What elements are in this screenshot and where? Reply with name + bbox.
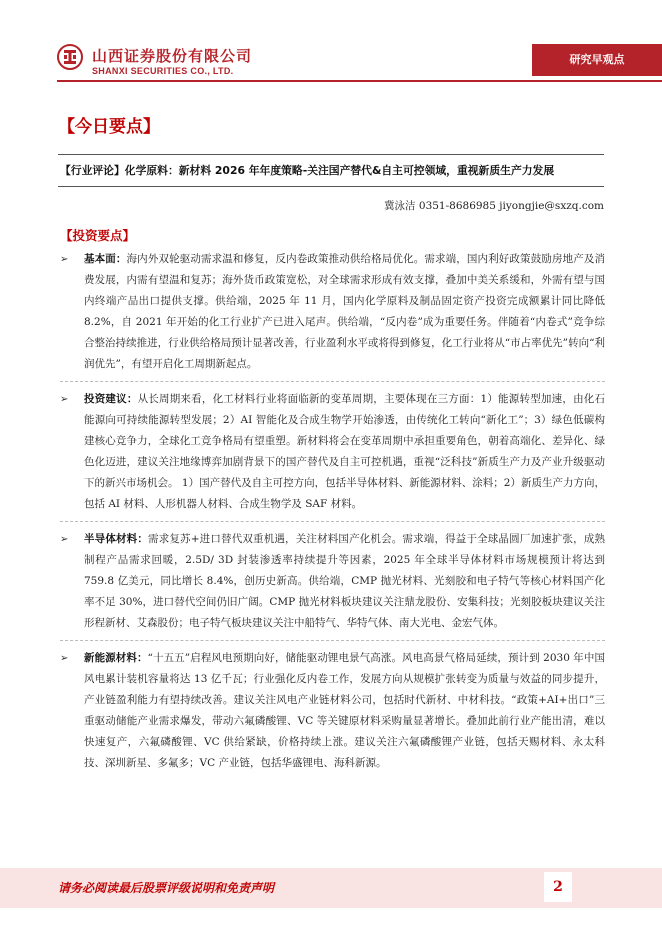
arrow-bullet-icon: ➢ xyxy=(60,394,69,405)
article-title: 【行业评论】化学原料：新材料 2026 年年度策略-关注国产替代&自主可控领域，重视新质生产力发展 xyxy=(60,164,555,177)
author-contact: 冀泳洁 0351-8686985 jiyongjie@sxzq.com xyxy=(384,200,604,212)
page-number: 2 xyxy=(544,872,572,902)
point-lead: 新能源材料： xyxy=(84,652,148,664)
header-divider xyxy=(57,80,662,82)
point-fundamentals xyxy=(60,249,605,375)
point-semiconductor-materials xyxy=(60,529,605,634)
point-new-energy-materials xyxy=(60,648,605,774)
point-divider xyxy=(60,521,605,523)
report-type-badge: 研究早观点 xyxy=(532,44,662,76)
company-name-cn: 山西证券股份有限公司 xyxy=(92,47,253,65)
arrow-bullet-icon: ➢ xyxy=(60,653,69,664)
footer-disclaimer: 请务必阅读最后股票评级说明和免责声明 xyxy=(58,881,275,895)
title-bottom-rule xyxy=(58,186,604,187)
point-lead: 基本面： xyxy=(84,253,127,265)
company-logo-icon xyxy=(57,44,83,70)
point-text: 需求复苏+进口替代双重机遇，关注材料国产化机会。需求端，得益于全球晶圆厂加速扩张，成熟制程产品需求回暖，2.5D/ 3D 封装渗透率持续提升等因素，2025 年全球半导体材料市场规模预计将达到 759.8 亿美元，同比增长 8.4%，创历史新高。供给端，CMP 抛光材料、光刻胶和电子特气等核心材料国产化率不足 30%，进口替代空间仍旧广阔。CMP 抛光材料板块建议关注鼎龙股份、安集科技；光刻胶板块建议关注形程新材、艾森股份；电子特气板块建议关注中船特气、华特气体、南大光电、金宏气体。 xyxy=(84,533,606,629)
investment-points-list xyxy=(60,249,605,774)
point-investment-advice xyxy=(60,389,605,515)
investment-points-heading: 【投资要点】 xyxy=(60,228,136,243)
point-lead: 投资建议： xyxy=(84,393,138,405)
point-divider xyxy=(60,640,605,642)
page-header xyxy=(0,0,662,82)
point-text: 海内外双轮驱动需求温和修复，反内卷政策推动供给格局优化。需求端，国内利好政策鼓励房地产及消费发展，内需有望温和复苏；海外货币政策宽松，对全球需求形成有效支撑，叠加中美关系缓和，外需有望与国内终端产品出口提供支撑。供给端，2025 年 11 月，国内化学原料及制品固定资产投资完成额累计同比降低 8.2%，自 2021 年开始的化工行业扩产已进入尾声。供给端，“反内卷”成为重要任务。伴随着“内卷式”竞争综合整治持续推进，行业供给格局预计显著改善，行业盈利水平或将得到修复，化工行业将从“市占率优先”转向“利润优先”，有望开启化工周期新起点。 xyxy=(84,253,606,370)
point-text: “十五五”启程风电预期向好，储能驱动锂电景气高涨。风电高景气格局延续，预计到 2030 年中国风电累计装机容量将达 13 亿千瓦；行业强化反内卷工作，发展方向从规模扩张转变为质量与效益的同步提升，产业链盈利能力有望持续改善。建议关注风电产业链材料公司，包括时代新材、中材科技。“政策+AI+出口”三重驱动储能产业需求爆发，带动六氟磷酸锂、VC 等关键原材料采购量显著增长。叠加此前行业产能出清，难以快速复产，六氟磷酸锂、VC 供给紧缺，价格持续上涨。建议关注六氟磷酸锂产业链，包括天赐材料、永太科技、深圳新星、多氟多；VC 产业链，包括华盛锂电、海科新源。 xyxy=(84,652,605,769)
title-top-rule xyxy=(58,154,604,155)
company-name-en: SHANXI SECURITIES CO., LTD. xyxy=(92,66,234,76)
section-title: 【今日要点】 xyxy=(58,117,160,137)
point-lead: 半导体材料： xyxy=(84,533,149,545)
arrow-bullet-icon: ➢ xyxy=(60,254,69,265)
point-divider xyxy=(60,381,605,383)
point-text: 从长周期来看，化工材料行业将面临新的变革周期，主要体现在三方面：1）能源转型加速，由化石能源向可持续能源转型发展；2）AI 智能化及合成生物学开始渗透，由传统化工转向“新化工”；3）绿色低碳构建核心竞争力，全球化工竞争格局有望重塑。新材料将会在变革周期中承担重要角色，朝着高端化、差异化、绿色化迈进，建议关注地缘博弈加剧背景下的国产替代及自主可控机遇，重视“泛科技”新质生产力及产业升级驱动下的新兴市场机会。 1）国产替代及自主可控方向，包括半导体材料、新能源材料、涂料；2）新质生产力方向，包括 AI 材料、人形机器人材料、合成生物学及 SAF 材料。 xyxy=(84,393,605,510)
arrow-bullet-icon: ➢ xyxy=(60,534,69,545)
